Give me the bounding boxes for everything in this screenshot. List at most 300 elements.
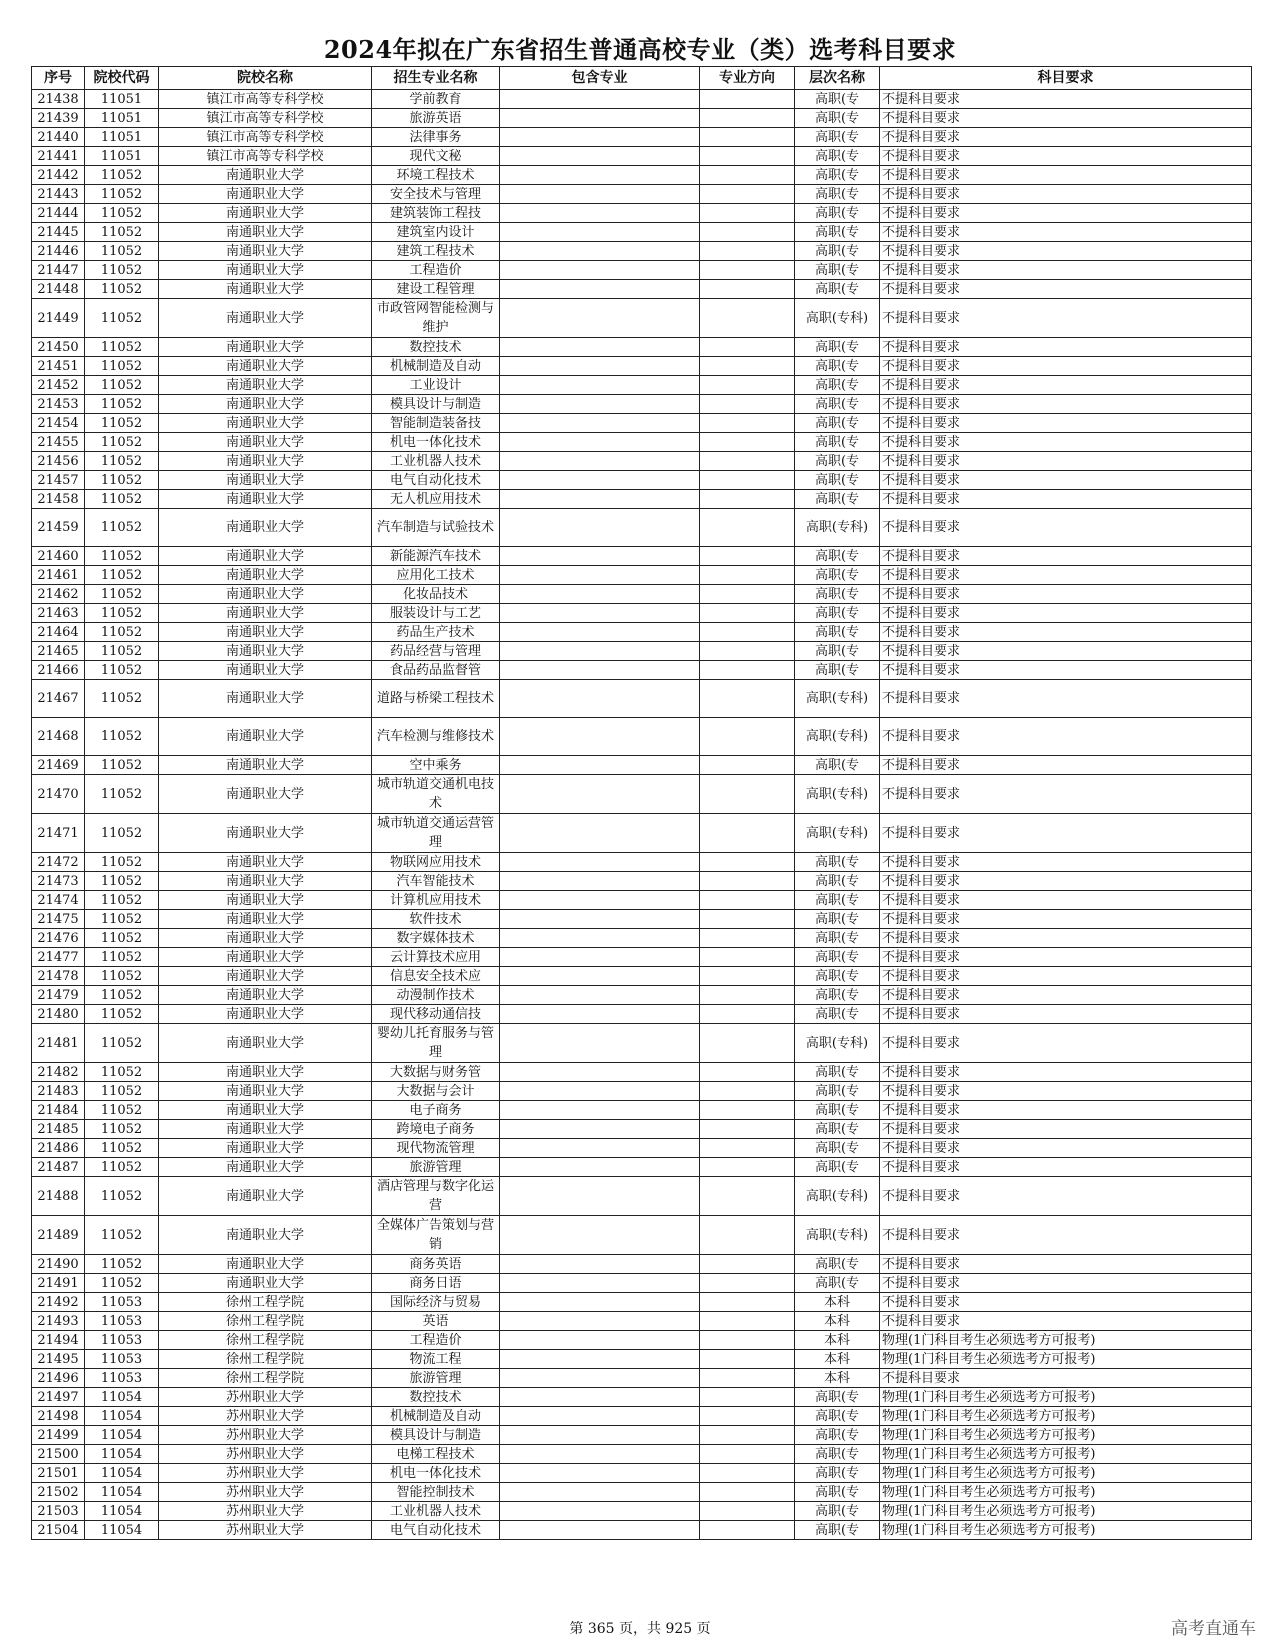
table-cell bbox=[700, 604, 795, 623]
table-row bbox=[32, 948, 1252, 967]
table-row bbox=[32, 452, 1252, 471]
table-cell: 不提科目要求 bbox=[880, 109, 1252, 128]
table-cell: 21462 bbox=[32, 585, 85, 604]
table-cell: 高职(专 bbox=[795, 223, 880, 242]
table-cell: 21476 bbox=[32, 929, 85, 948]
table-cell: 不提科目要求 bbox=[880, 433, 1252, 452]
table-cell: 高职(专 bbox=[795, 566, 880, 585]
table-cell: 全媒体广告策划与营销 bbox=[372, 1216, 500, 1255]
table-cell bbox=[700, 566, 795, 585]
table-cell: 高职(专 bbox=[795, 1426, 880, 1445]
table-cell: 11052 bbox=[85, 718, 159, 756]
table-row bbox=[32, 90, 1252, 109]
table-cell: 11052 bbox=[85, 1158, 159, 1177]
table-cell: 汽车制造与试验技术 bbox=[372, 509, 500, 547]
table-cell: 不提科目要求 bbox=[880, 204, 1252, 223]
table-row bbox=[32, 1331, 1252, 1350]
table-cell: 不提科目要求 bbox=[880, 1293, 1252, 1312]
table-cell bbox=[500, 1426, 700, 1445]
table-cell bbox=[500, 1502, 700, 1521]
table-cell bbox=[700, 376, 795, 395]
table-cell: 大数据与财务管 bbox=[372, 1063, 500, 1082]
table-cell: 11052 bbox=[85, 756, 159, 775]
table-cell: 高职(专 bbox=[795, 471, 880, 490]
table-cell: 21495 bbox=[32, 1350, 85, 1369]
table-cell: 21493 bbox=[32, 1312, 85, 1331]
table-cell: 不提科目要求 bbox=[880, 948, 1252, 967]
table-cell bbox=[700, 1350, 795, 1369]
table-cell: 21464 bbox=[32, 623, 85, 642]
table-cell: 不提科目要求 bbox=[880, 395, 1252, 414]
table-cell: 电梯工程技术 bbox=[372, 1445, 500, 1464]
table-cell: 11053 bbox=[85, 1369, 159, 1388]
table-cell bbox=[700, 1139, 795, 1158]
table-cell bbox=[700, 872, 795, 891]
table-cell: 11052 bbox=[85, 948, 159, 967]
table-cell: 不提科目要求 bbox=[880, 547, 1252, 566]
table-cell: 11054 bbox=[85, 1388, 159, 1407]
table-cell: 软件技术 bbox=[372, 910, 500, 929]
table-cell: 高职(专 bbox=[795, 948, 880, 967]
table-row bbox=[32, 718, 1252, 756]
table-cell: 21477 bbox=[32, 948, 85, 967]
table-cell: 11052 bbox=[85, 1120, 159, 1139]
table-cell: 11052 bbox=[85, 623, 159, 642]
table-cell: 21453 bbox=[32, 395, 85, 414]
table-cell bbox=[700, 128, 795, 147]
table-cell: 南通职业大学 bbox=[159, 623, 372, 642]
table-row bbox=[32, 338, 1252, 357]
table-cell: 高职(专 bbox=[795, 1407, 880, 1426]
table-cell: 不提科目要求 bbox=[880, 1216, 1252, 1255]
table-cell: 21485 bbox=[32, 1120, 85, 1139]
table-cell bbox=[500, 891, 700, 910]
table-cell: 不提科目要求 bbox=[880, 986, 1252, 1005]
table-cell: 南通职业大学 bbox=[159, 223, 372, 242]
table-cell bbox=[700, 166, 795, 185]
table-row bbox=[32, 471, 1252, 490]
table-cell bbox=[500, 1101, 700, 1120]
table-cell bbox=[700, 90, 795, 109]
table-cell bbox=[500, 490, 700, 509]
table-cell: 11052 bbox=[85, 414, 159, 433]
table-cell: 11052 bbox=[85, 1082, 159, 1101]
table-cell: 不提科目要求 bbox=[880, 147, 1252, 166]
table-cell: 环境工程技术 bbox=[372, 166, 500, 185]
table-cell: 21456 bbox=[32, 452, 85, 471]
table-cell bbox=[700, 680, 795, 718]
table-cell bbox=[700, 204, 795, 223]
table-cell bbox=[500, 585, 700, 604]
table-cell: 11052 bbox=[85, 509, 159, 547]
table-cell bbox=[700, 1101, 795, 1120]
table-cell bbox=[500, 718, 700, 756]
table-cell: 11054 bbox=[85, 1426, 159, 1445]
table-cell: 高职(专 bbox=[795, 1464, 880, 1483]
table-cell: 11052 bbox=[85, 338, 159, 357]
table-cell: 机械制造及自动 bbox=[372, 357, 500, 376]
table-row bbox=[32, 1082, 1252, 1101]
table-row bbox=[32, 280, 1252, 299]
table-cell: 高职(专 bbox=[795, 1388, 880, 1407]
table-cell: 南通职业大学 bbox=[159, 242, 372, 261]
table-cell: 11052 bbox=[85, 585, 159, 604]
table-cell: 高职(专 bbox=[795, 1445, 880, 1464]
table-cell bbox=[500, 299, 700, 338]
table-cell bbox=[500, 1005, 700, 1024]
table-cell bbox=[700, 1445, 795, 1464]
table-cell: 徐州工程学院 bbox=[159, 1369, 372, 1388]
table-row bbox=[32, 756, 1252, 775]
table-cell: 高职(专 bbox=[795, 872, 880, 891]
table-cell bbox=[700, 1331, 795, 1350]
table-cell: 21481 bbox=[32, 1024, 85, 1063]
table-cell: 21472 bbox=[32, 853, 85, 872]
table-cell bbox=[500, 338, 700, 357]
table-cell bbox=[500, 185, 700, 204]
table-cell: 南通职业大学 bbox=[159, 872, 372, 891]
table-cell: 物流工程 bbox=[372, 1350, 500, 1369]
table-cell: 11052 bbox=[85, 853, 159, 872]
table-cell: 11052 bbox=[85, 433, 159, 452]
table-row bbox=[32, 1139, 1252, 1158]
table-cell: 苏州职业大学 bbox=[159, 1502, 372, 1521]
table-cell bbox=[700, 1158, 795, 1177]
table-cell: 21504 bbox=[32, 1521, 85, 1540]
table-cell: 高职(专科) bbox=[795, 680, 880, 718]
table-cell: 工业机器人技术 bbox=[372, 452, 500, 471]
table-cell: 建筑室内设计 bbox=[372, 223, 500, 242]
table-cell: 旅游管理 bbox=[372, 1158, 500, 1177]
table-row bbox=[32, 357, 1252, 376]
table-row bbox=[32, 547, 1252, 566]
table-cell: 高职(专 bbox=[795, 929, 880, 948]
table-cell: 不提科目要求 bbox=[880, 642, 1252, 661]
table-cell: 高职(专科) bbox=[795, 1216, 880, 1255]
table-cell bbox=[500, 90, 700, 109]
table-cell bbox=[500, 1464, 700, 1483]
table-row bbox=[32, 1063, 1252, 1082]
table-row bbox=[32, 1312, 1252, 1331]
table-cell: 21463 bbox=[32, 604, 85, 623]
table-cell: 不提科目要求 bbox=[880, 261, 1252, 280]
table-cell: 南通职业大学 bbox=[159, 853, 372, 872]
table-cell bbox=[700, 299, 795, 338]
table-cell bbox=[500, 1293, 700, 1312]
table-cell: 11052 bbox=[85, 280, 159, 299]
table-cell: 11052 bbox=[85, 967, 159, 986]
header-cell: 科目要求 bbox=[880, 67, 1252, 90]
table-cell bbox=[700, 814, 795, 853]
table-cell bbox=[500, 872, 700, 891]
table-cell: 21500 bbox=[32, 1445, 85, 1464]
table-cell: 11052 bbox=[85, 185, 159, 204]
table-cell: 道路与桥梁工程技术 bbox=[372, 680, 500, 718]
table-row bbox=[32, 414, 1252, 433]
table-cell bbox=[500, 623, 700, 642]
table-cell: 21440 bbox=[32, 128, 85, 147]
table-cell bbox=[500, 1274, 700, 1293]
table-cell bbox=[700, 1024, 795, 1063]
table-cell bbox=[500, 147, 700, 166]
table-cell: 模具设计与制造 bbox=[372, 1426, 500, 1445]
table-cell: 高职(专 bbox=[795, 910, 880, 929]
table-cell: 英语 bbox=[372, 1312, 500, 1331]
table-cell bbox=[500, 204, 700, 223]
table-cell: 21471 bbox=[32, 814, 85, 853]
table-cell: 不提科目要求 bbox=[880, 661, 1252, 680]
table-cell: 城市轨道交通机电技术 bbox=[372, 775, 500, 814]
table-cell bbox=[700, 910, 795, 929]
table-row bbox=[32, 433, 1252, 452]
table-cell: 11052 bbox=[85, 204, 159, 223]
table-cell: 21469 bbox=[32, 756, 85, 775]
table-cell: 21474 bbox=[32, 891, 85, 910]
table-cell: 不提科目要求 bbox=[880, 585, 1252, 604]
page-footer: 第 365 页，共 925 页 bbox=[569, 1621, 711, 1637]
table-cell: 商务日语 bbox=[372, 1274, 500, 1293]
table-cell bbox=[500, 775, 700, 814]
table-cell: 21447 bbox=[32, 261, 85, 280]
table-cell: 高职(专 bbox=[795, 604, 880, 623]
table-cell: 高职(专 bbox=[795, 1521, 880, 1540]
table-cell: 不提科目要求 bbox=[880, 718, 1252, 756]
table-row bbox=[32, 1521, 1252, 1540]
table-row bbox=[32, 661, 1252, 680]
table-row bbox=[32, 891, 1252, 910]
table-cell bbox=[500, 395, 700, 414]
requirements-table bbox=[31, 66, 1252, 1540]
table-cell: 21482 bbox=[32, 1063, 85, 1082]
table-row bbox=[32, 1388, 1252, 1407]
table-cell: 南通职业大学 bbox=[159, 280, 372, 299]
table-cell: 南通职业大学 bbox=[159, 814, 372, 853]
table-cell: 物理(1门科目考生必须选考方可报考) bbox=[880, 1407, 1252, 1426]
table-row bbox=[32, 395, 1252, 414]
table-cell: 南通职业大学 bbox=[159, 1024, 372, 1063]
table-cell: 高职(专 bbox=[795, 1255, 880, 1274]
table-cell: 数控技术 bbox=[372, 338, 500, 357]
table-cell: 21451 bbox=[32, 357, 85, 376]
table-cell: 不提科目要求 bbox=[880, 1139, 1252, 1158]
table-cell: 南通职业大学 bbox=[159, 471, 372, 490]
table-cell: 21470 bbox=[32, 775, 85, 814]
table-cell: 高职(专科) bbox=[795, 814, 880, 853]
table-cell bbox=[700, 261, 795, 280]
table-cell: 高职(专 bbox=[795, 185, 880, 204]
table-cell: 南通职业大学 bbox=[159, 509, 372, 547]
table-cell: 不提科目要求 bbox=[880, 853, 1252, 872]
table-cell: 南通职业大学 bbox=[159, 680, 372, 718]
table-cell: 不提科目要求 bbox=[880, 223, 1252, 242]
table-cell: 食品药品监督管 bbox=[372, 661, 500, 680]
table-cell: 不提科目要求 bbox=[880, 357, 1252, 376]
table-cell: 21496 bbox=[32, 1369, 85, 1388]
table-cell: 不提科目要求 bbox=[880, 891, 1252, 910]
table-cell bbox=[500, 242, 700, 261]
table-cell: 电气自动化技术 bbox=[372, 471, 500, 490]
header-cell: 序号 bbox=[32, 67, 85, 90]
table-cell: 高职(专 bbox=[795, 1483, 880, 1502]
table-cell bbox=[500, 1521, 700, 1540]
table-row bbox=[32, 1407, 1252, 1426]
table-cell: 南通职业大学 bbox=[159, 604, 372, 623]
table-cell: 21458 bbox=[32, 490, 85, 509]
table-cell: 21454 bbox=[32, 414, 85, 433]
table-cell: 物理(1门科目考生必须选考方可报考) bbox=[880, 1331, 1252, 1350]
table-row bbox=[32, 566, 1252, 585]
table-cell: 物理(1门科目考生必须选考方可报考) bbox=[880, 1426, 1252, 1445]
table-cell bbox=[700, 414, 795, 433]
table-cell: 镇江市高等专科学校 bbox=[159, 109, 372, 128]
table-cell bbox=[700, 642, 795, 661]
table-cell: 现代文秘 bbox=[372, 147, 500, 166]
table-cell: 机电一体化技术 bbox=[372, 433, 500, 452]
table-cell: 汽车检测与维修技术 bbox=[372, 718, 500, 756]
table-cell: 11052 bbox=[85, 1024, 159, 1063]
table-cell bbox=[500, 128, 700, 147]
table-cell bbox=[500, 471, 700, 490]
table-cell: 智能控制技术 bbox=[372, 1483, 500, 1502]
table-cell: 物理(1门科目考生必须选考方可报考) bbox=[880, 1483, 1252, 1502]
table-cell: 不提科目要求 bbox=[880, 1274, 1252, 1293]
table-cell: 高职(专 bbox=[795, 661, 880, 680]
table-cell: 高职(专 bbox=[795, 1120, 880, 1139]
table-cell: 不提科目要求 bbox=[880, 490, 1252, 509]
table-row bbox=[32, 604, 1252, 623]
table-cell: 21466 bbox=[32, 661, 85, 680]
table-cell: 11052 bbox=[85, 1216, 159, 1255]
table-row bbox=[32, 376, 1252, 395]
table-cell: 11052 bbox=[85, 604, 159, 623]
table-row bbox=[32, 1350, 1252, 1369]
table-cell: 不提科目要求 bbox=[880, 623, 1252, 642]
table-cell: 高职(专 bbox=[795, 891, 880, 910]
table-cell: 不提科目要求 bbox=[880, 1120, 1252, 1139]
table-cell: 不提科目要求 bbox=[880, 1024, 1252, 1063]
brand-watermark: 高考直通车 bbox=[1171, 1619, 1256, 1639]
table-cell: 11052 bbox=[85, 357, 159, 376]
table-cell bbox=[700, 1407, 795, 1426]
table-cell bbox=[700, 1274, 795, 1293]
table-cell: 不提科目要求 bbox=[880, 452, 1252, 471]
table-cell: 高职(专 bbox=[795, 967, 880, 986]
table-cell bbox=[500, 280, 700, 299]
table-row bbox=[32, 147, 1252, 166]
table-cell: 南通职业大学 bbox=[159, 395, 372, 414]
table-cell: 工程造价 bbox=[372, 261, 500, 280]
table-cell bbox=[700, 471, 795, 490]
table-cell bbox=[700, 490, 795, 509]
table-cell: 高职(专 bbox=[795, 204, 880, 223]
table-cell bbox=[500, 1407, 700, 1426]
table-cell bbox=[700, 853, 795, 872]
table-cell: 南通职业大学 bbox=[159, 566, 372, 585]
table-cell: 11052 bbox=[85, 910, 159, 929]
table-cell: 南通职业大学 bbox=[159, 1005, 372, 1024]
table-cell bbox=[700, 357, 795, 376]
table-cell bbox=[700, 1120, 795, 1139]
table-cell: 南通职业大学 bbox=[159, 547, 372, 566]
table-cell: 21497 bbox=[32, 1388, 85, 1407]
table-cell: 11052 bbox=[85, 642, 159, 661]
table-cell: 徐州工程学院 bbox=[159, 1350, 372, 1369]
table-cell bbox=[700, 948, 795, 967]
table-cell: 南通职业大学 bbox=[159, 661, 372, 680]
table-cell bbox=[500, 1177, 700, 1216]
table-cell: 苏州职业大学 bbox=[159, 1388, 372, 1407]
table-cell: 不提科目要求 bbox=[880, 910, 1252, 929]
table-cell: 不提科目要求 bbox=[880, 1312, 1252, 1331]
table-cell: 苏州职业大学 bbox=[159, 1445, 372, 1464]
table-cell: 空中乘务 bbox=[372, 756, 500, 775]
table-cell bbox=[700, 1521, 795, 1540]
table-cell: 南通职业大学 bbox=[159, 185, 372, 204]
table-cell: 高职(专科) bbox=[795, 718, 880, 756]
table-cell: 高职(专 bbox=[795, 756, 880, 775]
table-cell bbox=[700, 929, 795, 948]
table-cell: 不提科目要求 bbox=[880, 338, 1252, 357]
table-row bbox=[32, 1101, 1252, 1120]
table-cell: 不提科目要求 bbox=[880, 185, 1252, 204]
table-cell: 11053 bbox=[85, 1312, 159, 1331]
table-row bbox=[32, 1216, 1252, 1255]
table-cell: 21475 bbox=[32, 910, 85, 929]
table-cell: 南通职业大学 bbox=[159, 338, 372, 357]
table-cell: 高职(专 bbox=[795, 986, 880, 1005]
table-cell: 不提科目要求 bbox=[880, 566, 1252, 585]
table-cell bbox=[700, 509, 795, 547]
table-cell: 南通职业大学 bbox=[159, 1101, 372, 1120]
table-row bbox=[32, 1024, 1252, 1063]
table-cell: 南通职业大学 bbox=[159, 452, 372, 471]
table-cell bbox=[700, 223, 795, 242]
table-cell: 高职(专科) bbox=[795, 1024, 880, 1063]
table-cell bbox=[500, 223, 700, 242]
table-cell bbox=[500, 1483, 700, 1502]
table-cell: 11052 bbox=[85, 1139, 159, 1158]
table-cell: 不提科目要求 bbox=[880, 814, 1252, 853]
table-cell: 南通职业大学 bbox=[159, 1216, 372, 1255]
table-cell: 市政管网智能检测与维护 bbox=[372, 299, 500, 338]
table-cell: 21443 bbox=[32, 185, 85, 204]
table-cell: 21494 bbox=[32, 1331, 85, 1350]
table-cell: 高职(专 bbox=[795, 547, 880, 566]
table-row bbox=[32, 967, 1252, 986]
table-cell bbox=[700, 661, 795, 680]
table-cell: 11053 bbox=[85, 1293, 159, 1312]
table-cell: 21467 bbox=[32, 680, 85, 718]
table-cell: 11051 bbox=[85, 90, 159, 109]
table-cell: 智能制造装备技 bbox=[372, 414, 500, 433]
table-cell: 不提科目要求 bbox=[880, 929, 1252, 948]
table-cell: 药品生产技术 bbox=[372, 623, 500, 642]
table-cell: 南通职业大学 bbox=[159, 357, 372, 376]
table-cell: 南通职业大学 bbox=[159, 490, 372, 509]
table-cell: 不提科目要求 bbox=[880, 1005, 1252, 1024]
table-cell: 11052 bbox=[85, 395, 159, 414]
table-cell: 南通职业大学 bbox=[159, 891, 372, 910]
table-cell bbox=[700, 109, 795, 128]
table-cell: 21490 bbox=[32, 1255, 85, 1274]
table-cell: 婴幼儿托育服务与管理 bbox=[372, 1024, 500, 1063]
table-cell: 应用化工技术 bbox=[372, 566, 500, 585]
table-cell: 21455 bbox=[32, 433, 85, 452]
table-cell bbox=[700, 967, 795, 986]
table-cell: 云计算技术应用 bbox=[372, 948, 500, 967]
table-cell bbox=[500, 680, 700, 718]
table-cell: 南通职业大学 bbox=[159, 1177, 372, 1216]
